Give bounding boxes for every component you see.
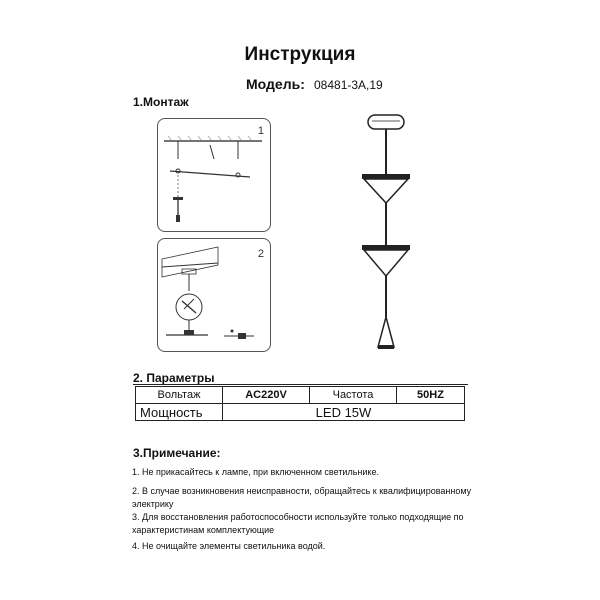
step-2-number: 2 <box>257 248 264 260</box>
voltage-value: AC220V <box>223 387 310 404</box>
power-value: LED 15W <box>223 404 465 421</box>
model-label: Модель: <box>246 76 305 92</box>
section-mount-heading: 1.Монтаж <box>133 95 189 109</box>
step-1-drawing <box>158 119 270 231</box>
params-divider <box>133 384 468 385</box>
section-notes-heading: 3.Примечание: <box>133 446 221 460</box>
step-1-number: 1 <box>257 125 264 137</box>
pendant-lamp-illustration <box>350 105 430 355</box>
step-2-drawing <box>158 239 270 351</box>
table-row <box>136 387 465 404</box>
power-label: Мощность <box>136 404 223 421</box>
note-item-2: 2. В случае возникновения неисправности, обращайтесь к квалифицированному электрику <box>132 486 472 509</box>
table-row <box>136 404 465 421</box>
voltage-label: Вольтаж <box>136 387 223 404</box>
note-item-3: 3. Для восстановления работоспособности используйте только подходящие по характеристинам комплектующие <box>132 512 464 535</box>
installation-diagram-step-1 <box>157 118 271 232</box>
frequency-label: Частота <box>310 387 397 404</box>
parameters-table <box>135 386 465 421</box>
installation-diagram-step-2 <box>157 238 271 352</box>
document-title: Инструкция <box>244 44 356 65</box>
model-number: 08481-3A,19 <box>314 78 383 92</box>
note-item-4: 4. Не очищайте элементы светильника водой. <box>132 541 326 551</box>
note-item-1: 1. Не прикасайтесь к лампе, при включенном светильнике. <box>132 467 379 477</box>
section-params-heading: 2. Параметры <box>133 371 215 385</box>
frequency-value: 50HZ <box>397 387 465 404</box>
